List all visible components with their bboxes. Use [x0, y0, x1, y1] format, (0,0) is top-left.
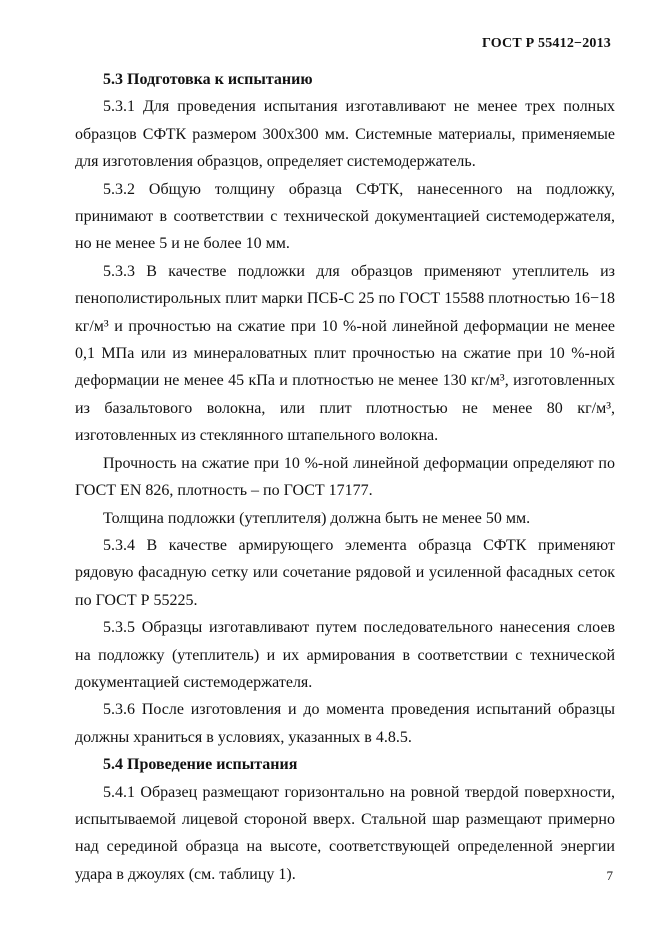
paragraph-5-3-2: 5.3.2 Общую толщину образца СФТК, нанесенного на подложку, принимают в соответствии с технической документацией системодержателя, но не менее 5 и не более 10 мм. — [75, 180, 615, 253]
paragraph-5-4-1: 5.4.1 Образец размещают горизонтально на ровной твердой поверхности, испытываемой лицевой стороной вверх. Стальной шар размещают примерно над серединой образца на высоте, соответствующей определенной энергии удара в джоулях (см. таблицу 1). — [75, 783, 615, 883]
paragraph-5-3-4: 5.3.4 В качестве армирующего элемента образца СФТК применяют рядовую фасадную сетку или сочетание рядовой и усиленной фасадных сеток по ГОСТ Р 55225. — [75, 536, 615, 609]
page-number: 7 — [606, 868, 613, 883]
paragraph-5-3-6: 5.3.6 После изготовления и до момента проведения испытаний образцы должны храниться в условиях, указанных в 4.8.5. — [75, 701, 615, 746]
paragraph-compression: Прочность на сжатие при 10 %-ной линейной деформации определяют по ГОСТ EN 826, плотность ‒ по ГОСТ 17177. — [75, 454, 615, 500]
paragraph-5-3-5: 5.3.5 Образцы изготавливают путем последовательного нанесения слоев на подложку (утеплитель) и их армирования в соответствии с технической документацией системодержателя. — [75, 619, 615, 691]
paragraph-5-3-3: 5.3.3 В качестве подложки для образцов применяют утеплитель из пенополистирольных плит марки ПСБ-С 25 по ГОСТ 15588 плотностью 16−18 кг/м³ и прочностью на сжатие при 10 %-ной линейной деформации не менее 0,1 МПа или из минераловатных плит прочностью на сжатие при 10 %-ной деформации не менее 45 кПа и плотностью не менее 130 кг/м³, изготовленных из базальтового волокна, или плит плотностью не менее 80 кг/м³, изготовленных из стеклянного штапельного волокна. — [75, 262, 615, 445]
paragraph-thickness: Толщина подложки (утеплителя) должна быть не менее 50 мм. — [103, 509, 531, 527]
paragraph-5-3-1: 5.3.1 Для проведения испытания изготавливают не менее трех полных образцов СФТК размером 300х300 мм. Системные материалы, применяемые для изготовления образцов, определяет системодержатель. — [75, 98, 615, 171]
document-body — [75, 66, 615, 888]
section-heading-5-4: 5.4 Проведение испытания — [103, 756, 298, 774]
section-heading-5-3: 5.3 Подготовка к испытанию — [103, 71, 313, 88]
standard-header: ГОСТ Р 55412−2013 — [482, 36, 611, 51]
